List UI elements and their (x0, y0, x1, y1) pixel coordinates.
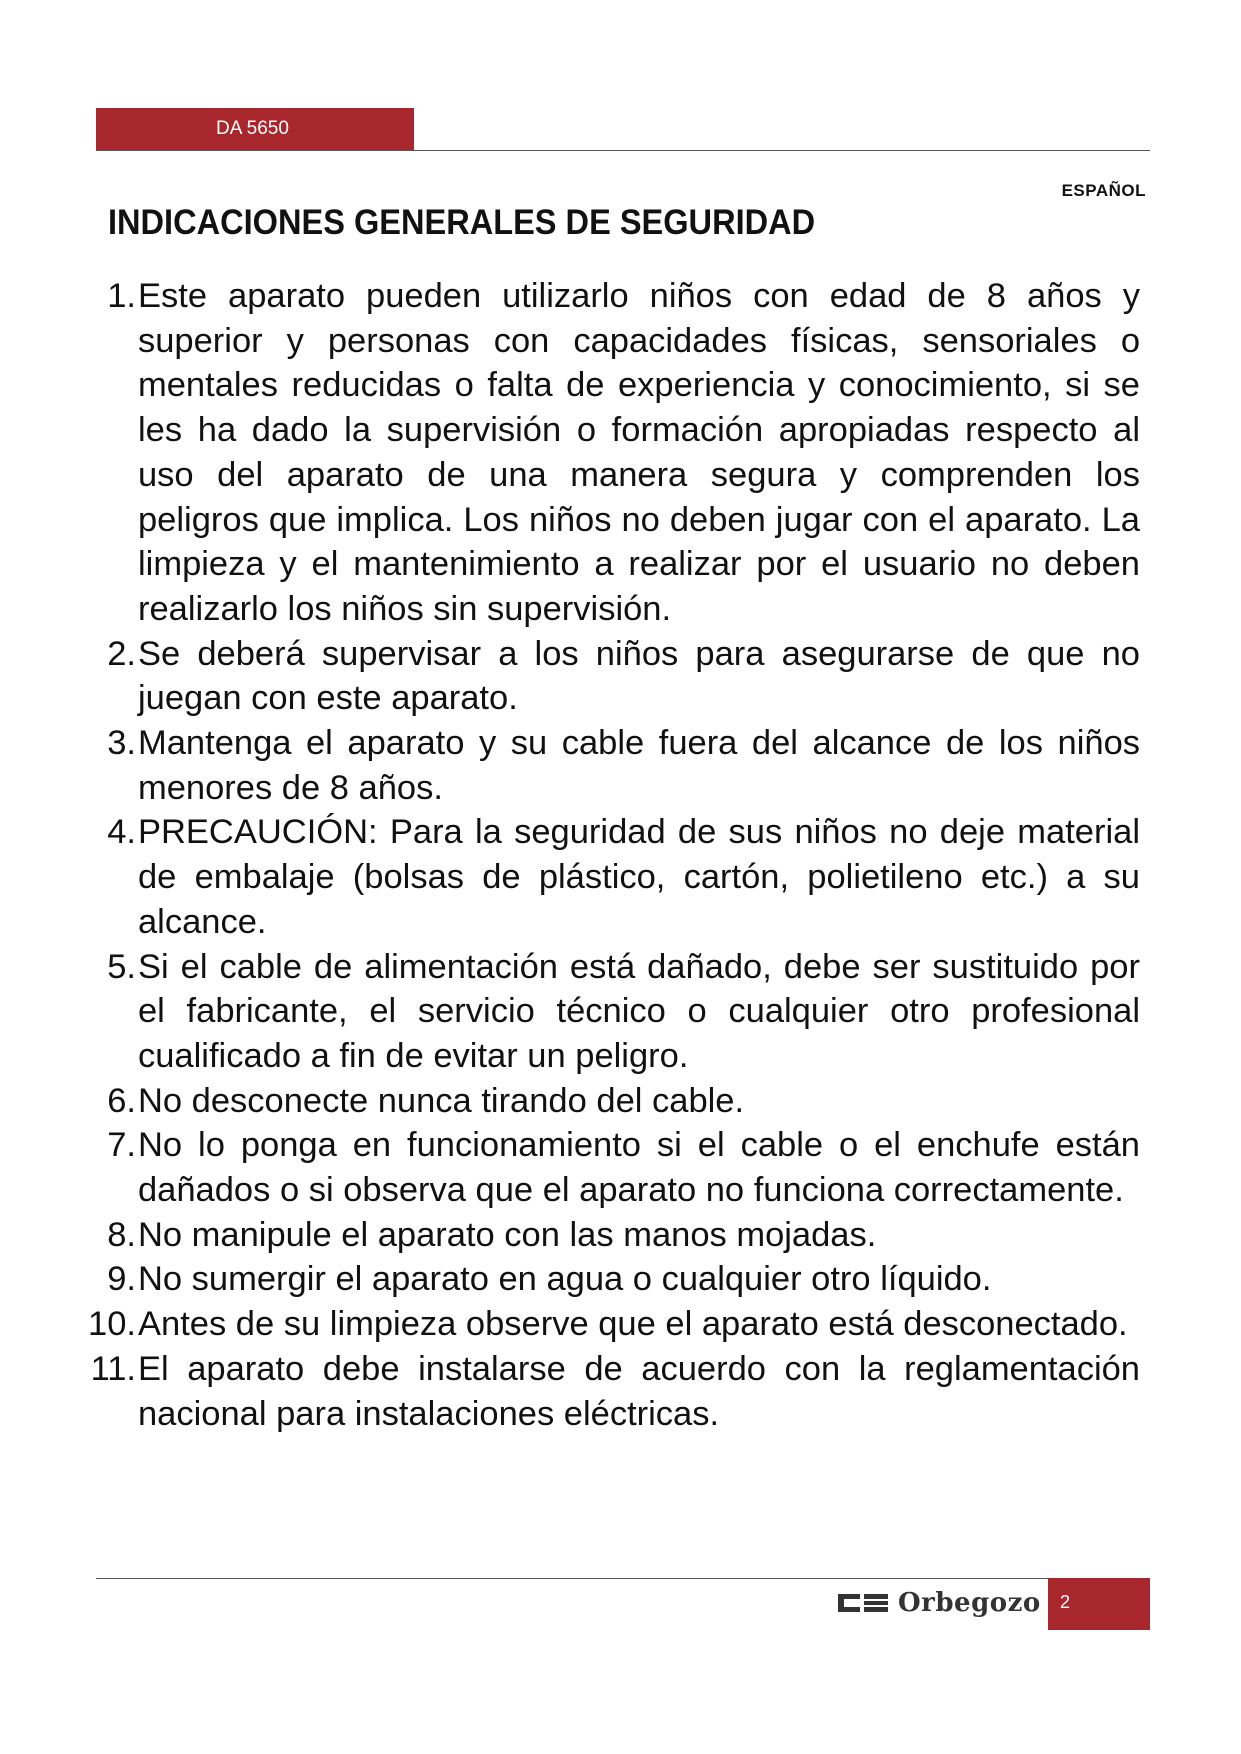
page-number-box (1048, 1578, 1150, 1630)
list-item-text: Este aparato pueden utilizarlo niños con edad de 8 años y superior y personas con capacidades físicas, sensoriales o mentales reducidas o falta de experiencia y conocimiento, si se les ha dado la supervisión o formación apropiadas respecto al uso del aparato de una manera segura y comprenden los peligros que implica. Los niños no deben jugar con el aparato. La limpieza y el mantenimiento a realizar por el usuario no deben realizarlo los niños sin supervisión. (138, 277, 1140, 628)
list-item-number: 9. (107, 1260, 136, 1299)
list-item (70, 721, 1140, 810)
model-label: DA 5650 (216, 118, 289, 139)
list-item-number: 4. (107, 813, 136, 852)
list-item-number: 10. (88, 1305, 136, 1344)
list-item-number: 6. (107, 1081, 136, 1120)
list-item (70, 274, 1140, 632)
list-item (70, 632, 1140, 721)
list-item (70, 1257, 1140, 1302)
list-item-number: 3. (107, 724, 136, 763)
list-item-number: 5. (107, 947, 136, 986)
list-item (70, 1079, 1140, 1124)
list-item (70, 1213, 1140, 1258)
list-item-text: No manipule el aparato con las manos mojadas. (138, 1215, 877, 1254)
list-item (70, 810, 1140, 944)
safety-list (70, 274, 1140, 1436)
list-item-text: Si el cable de alimentación está dañado, debe ser sustituido por el fabricante, el servicio técnico o cualquier otro profesional cualificado a fin de evitar un peligro. (138, 947, 1140, 1075)
page-number: 2 (1060, 1592, 1071, 1612)
list-item (70, 1347, 1140, 1436)
footer-divider (96, 1578, 1048, 1579)
language-label: ESPAÑOL (1061, 181, 1146, 200)
page-title: INDICACIONES GENERALES DE SEGURIDAD (108, 203, 816, 242)
list-item (70, 1302, 1140, 1347)
brand-logo (838, 1586, 1041, 1620)
list-item-text: No sumergir el aparato en agua o cualquier otro líquido. (138, 1260, 992, 1299)
list-item-text: PRECAUCIÓN: Para la seguridad de sus niños no deje material de embalaje (bolsas de plástico, cartón, polietileno etc.) a su alcance. (138, 813, 1140, 941)
list-item-text: Se deberá supervisar a los niños para asegurarse de que no juegan con este aparato. (138, 634, 1140, 718)
header-divider (96, 150, 1150, 151)
list-item-number: 1. (107, 277, 136, 315)
list-item-number: 8. (107, 1215, 136, 1254)
list-item-text: Antes de su limpieza observe que el aparato está desconectado. (138, 1305, 1128, 1344)
list-item-number: 11. (90, 1349, 136, 1388)
list-item-number: 2. (107, 634, 136, 673)
model-header-tab (96, 108, 414, 150)
orbegozo-logo-icon (838, 1590, 888, 1616)
list-item-text: Mantenga el aparato y su cable fuera del alcance de los niños menores de 8 años. (138, 724, 1140, 807)
list-item-text: No desconecte nunca tirando del cable. (138, 1081, 745, 1120)
list-item-text: No lo ponga en funcionamiento si el cable o el enchufe están dañados o si observa que el aparato no funciona correctamente. (138, 1126, 1140, 1210)
list-item-number: 7. (107, 1126, 136, 1165)
list-item (70, 945, 1140, 1079)
list-item (70, 1123, 1140, 1212)
brand-name: Orbegozo (898, 1588, 1041, 1618)
list-item-text: El aparato debe instalarse de acuerdo con la reglamentación nacional para instalaciones eléctricas. (138, 1349, 1140, 1433)
